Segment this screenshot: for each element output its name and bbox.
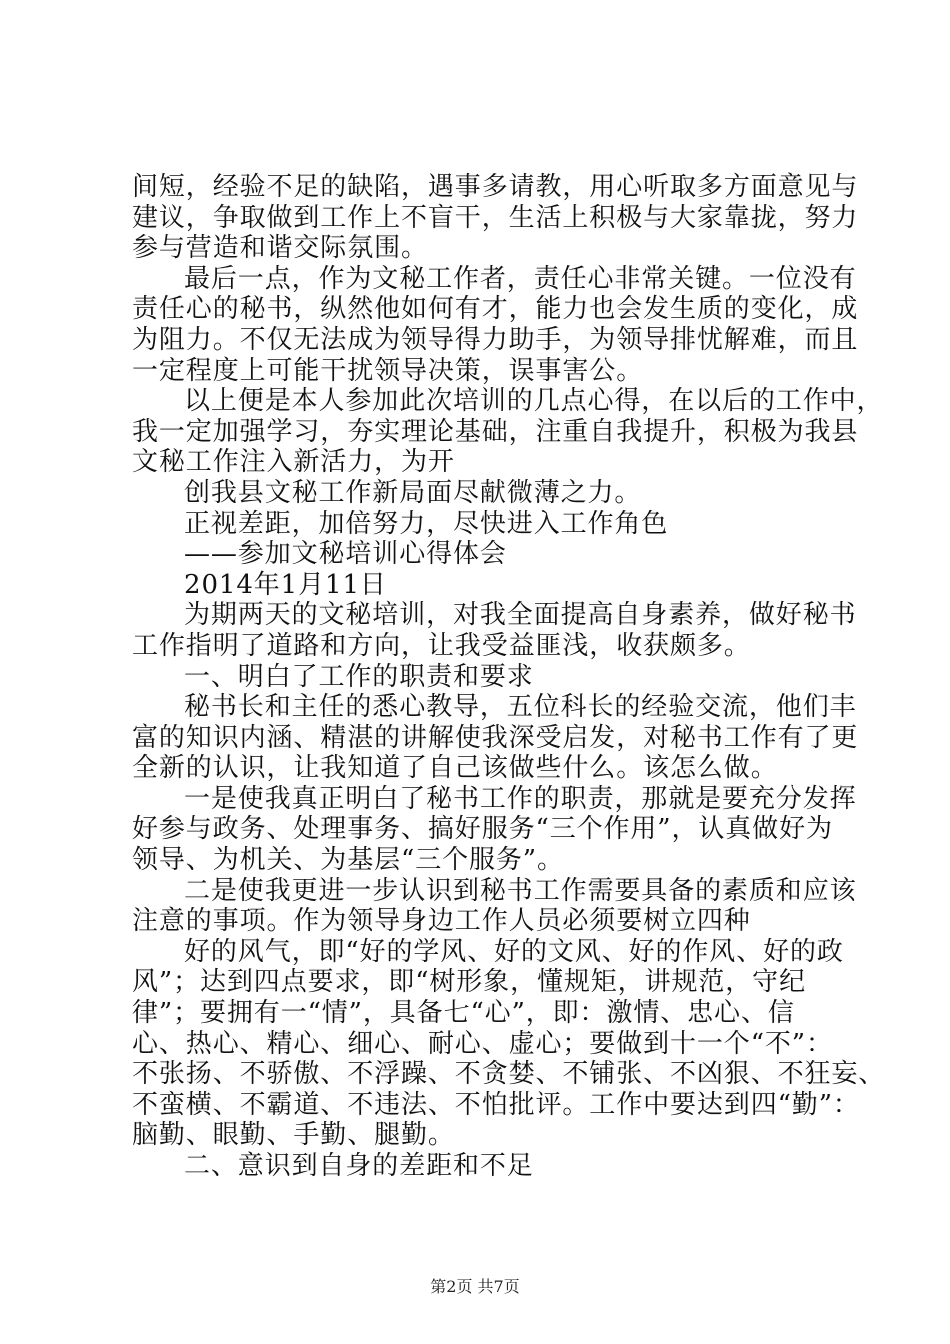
section-title: 正视差距，加倍努力，尽快进入工作角色 (184, 508, 669, 539)
paragraph-line: 风”；达到四点要求，即“树形象，懂规矩，讲规范，守纪 (132, 967, 806, 998)
paragraph-line: 脑勤、眼勤、手勤、腿勤。 (132, 1120, 455, 1151)
paragraph-line: 最后一点，作为文秘工作者，责任心非常关键。一位没有 (184, 263, 857, 294)
paragraph-line: 不张扬、不骄傲、不浮躁、不贪婪、不铺张、不凶狠、不狂妄、 (132, 1059, 886, 1090)
paragraph-line: 一定程度上可能干扰领导决策，误事害公。 (132, 355, 644, 386)
document-body (132, 172, 886, 1182)
paragraph-line: 全新的认识，让我知道了自己该做些什么。该怎么做。 (132, 753, 778, 784)
paragraph-line: 富的知识内涵、精湛的讲解使我深受启发，对秘书工作有了更 (132, 722, 859, 753)
paragraph-line: 创我县文秘工作新局面尽献微薄之力。 (184, 477, 642, 508)
paragraph-line: 不蛮横、不霸道、不违法、不怕批评。工作中要达到四“勤”： (132, 1089, 860, 1120)
paragraph-line: 文秘工作注入新活力，为开 (132, 447, 455, 478)
paragraph-line: 领导、为机关、为基层“三个服务”。 (132, 845, 564, 876)
paragraph-line: 好的风气，即“好的学风、好的文风、好的作风、好的政 (184, 936, 844, 967)
paragraph-line: 责任心的秘书，纵然他如何有才，能力也会发生质的变化，成 (132, 294, 859, 325)
document-date: 2014年1月11日 (184, 569, 387, 600)
paragraph-line: 心、热心、精心、细心、耐心、虚心；要做到十一个“不”： (132, 1028, 833, 1059)
paragraph-line: 建议，争取做到工作上不盲干，生活上积极与大家靠拢，努力 (132, 202, 859, 233)
paragraph-line: 律”；要拥有一“情”，具备七“心”，即：激情、忠心、信 (132, 998, 795, 1029)
paragraph-line: 为阻力。不仅无法成为领导得力助手，为领导排忧解难，而且 (132, 324, 859, 355)
paragraph-line: 间短，经验不足的缺陷，遇事多请教，用心听取多方面意见与 (132, 172, 859, 202)
section-heading: 一、明白了工作的职责和要求 (184, 661, 534, 692)
section-subtitle: ——参加文秘培训心得体会 (184, 539, 507, 570)
paragraph-line: 为期两天的文秘培训，对我全面提高自身素养，做好秘书 (184, 600, 857, 631)
paragraph-line: 注意的事项。作为领导身边工作人员必须要树立四种 (132, 906, 751, 937)
paragraph-line: 以上便是本人参加此次培训的几点心得，在以后的工作中， (184, 386, 884, 417)
section-heading: 二、意识到自身的差距和不足 (184, 1151, 534, 1181)
paragraph-line: 秘书长和主任的悉心教导，五位科长的经验交流，他们丰 (184, 692, 857, 723)
paragraph-line: 工作指明了道路和方向，让我受益匪浅，收获颇多。 (132, 630, 751, 661)
paragraph-line: 好参与政务、处理事务、搞好服务“三个作用”，认真做好为 (132, 814, 833, 845)
paragraph-line: 参与营造和谐交际氛围。 (132, 233, 428, 264)
paragraph-line: 我一定加强学习，夯实理论基础，注重自我提升，积极为我县 (132, 416, 859, 447)
page-number: 第2页 共7页 (430, 1277, 520, 1296)
paragraph-line: 一是使我真正明白了秘书工作的职责，那就是要充分发挥 (184, 783, 857, 814)
paragraph-line: 二是使我更进一步认识到秘书工作需要具备的素质和应该 (184, 875, 857, 906)
